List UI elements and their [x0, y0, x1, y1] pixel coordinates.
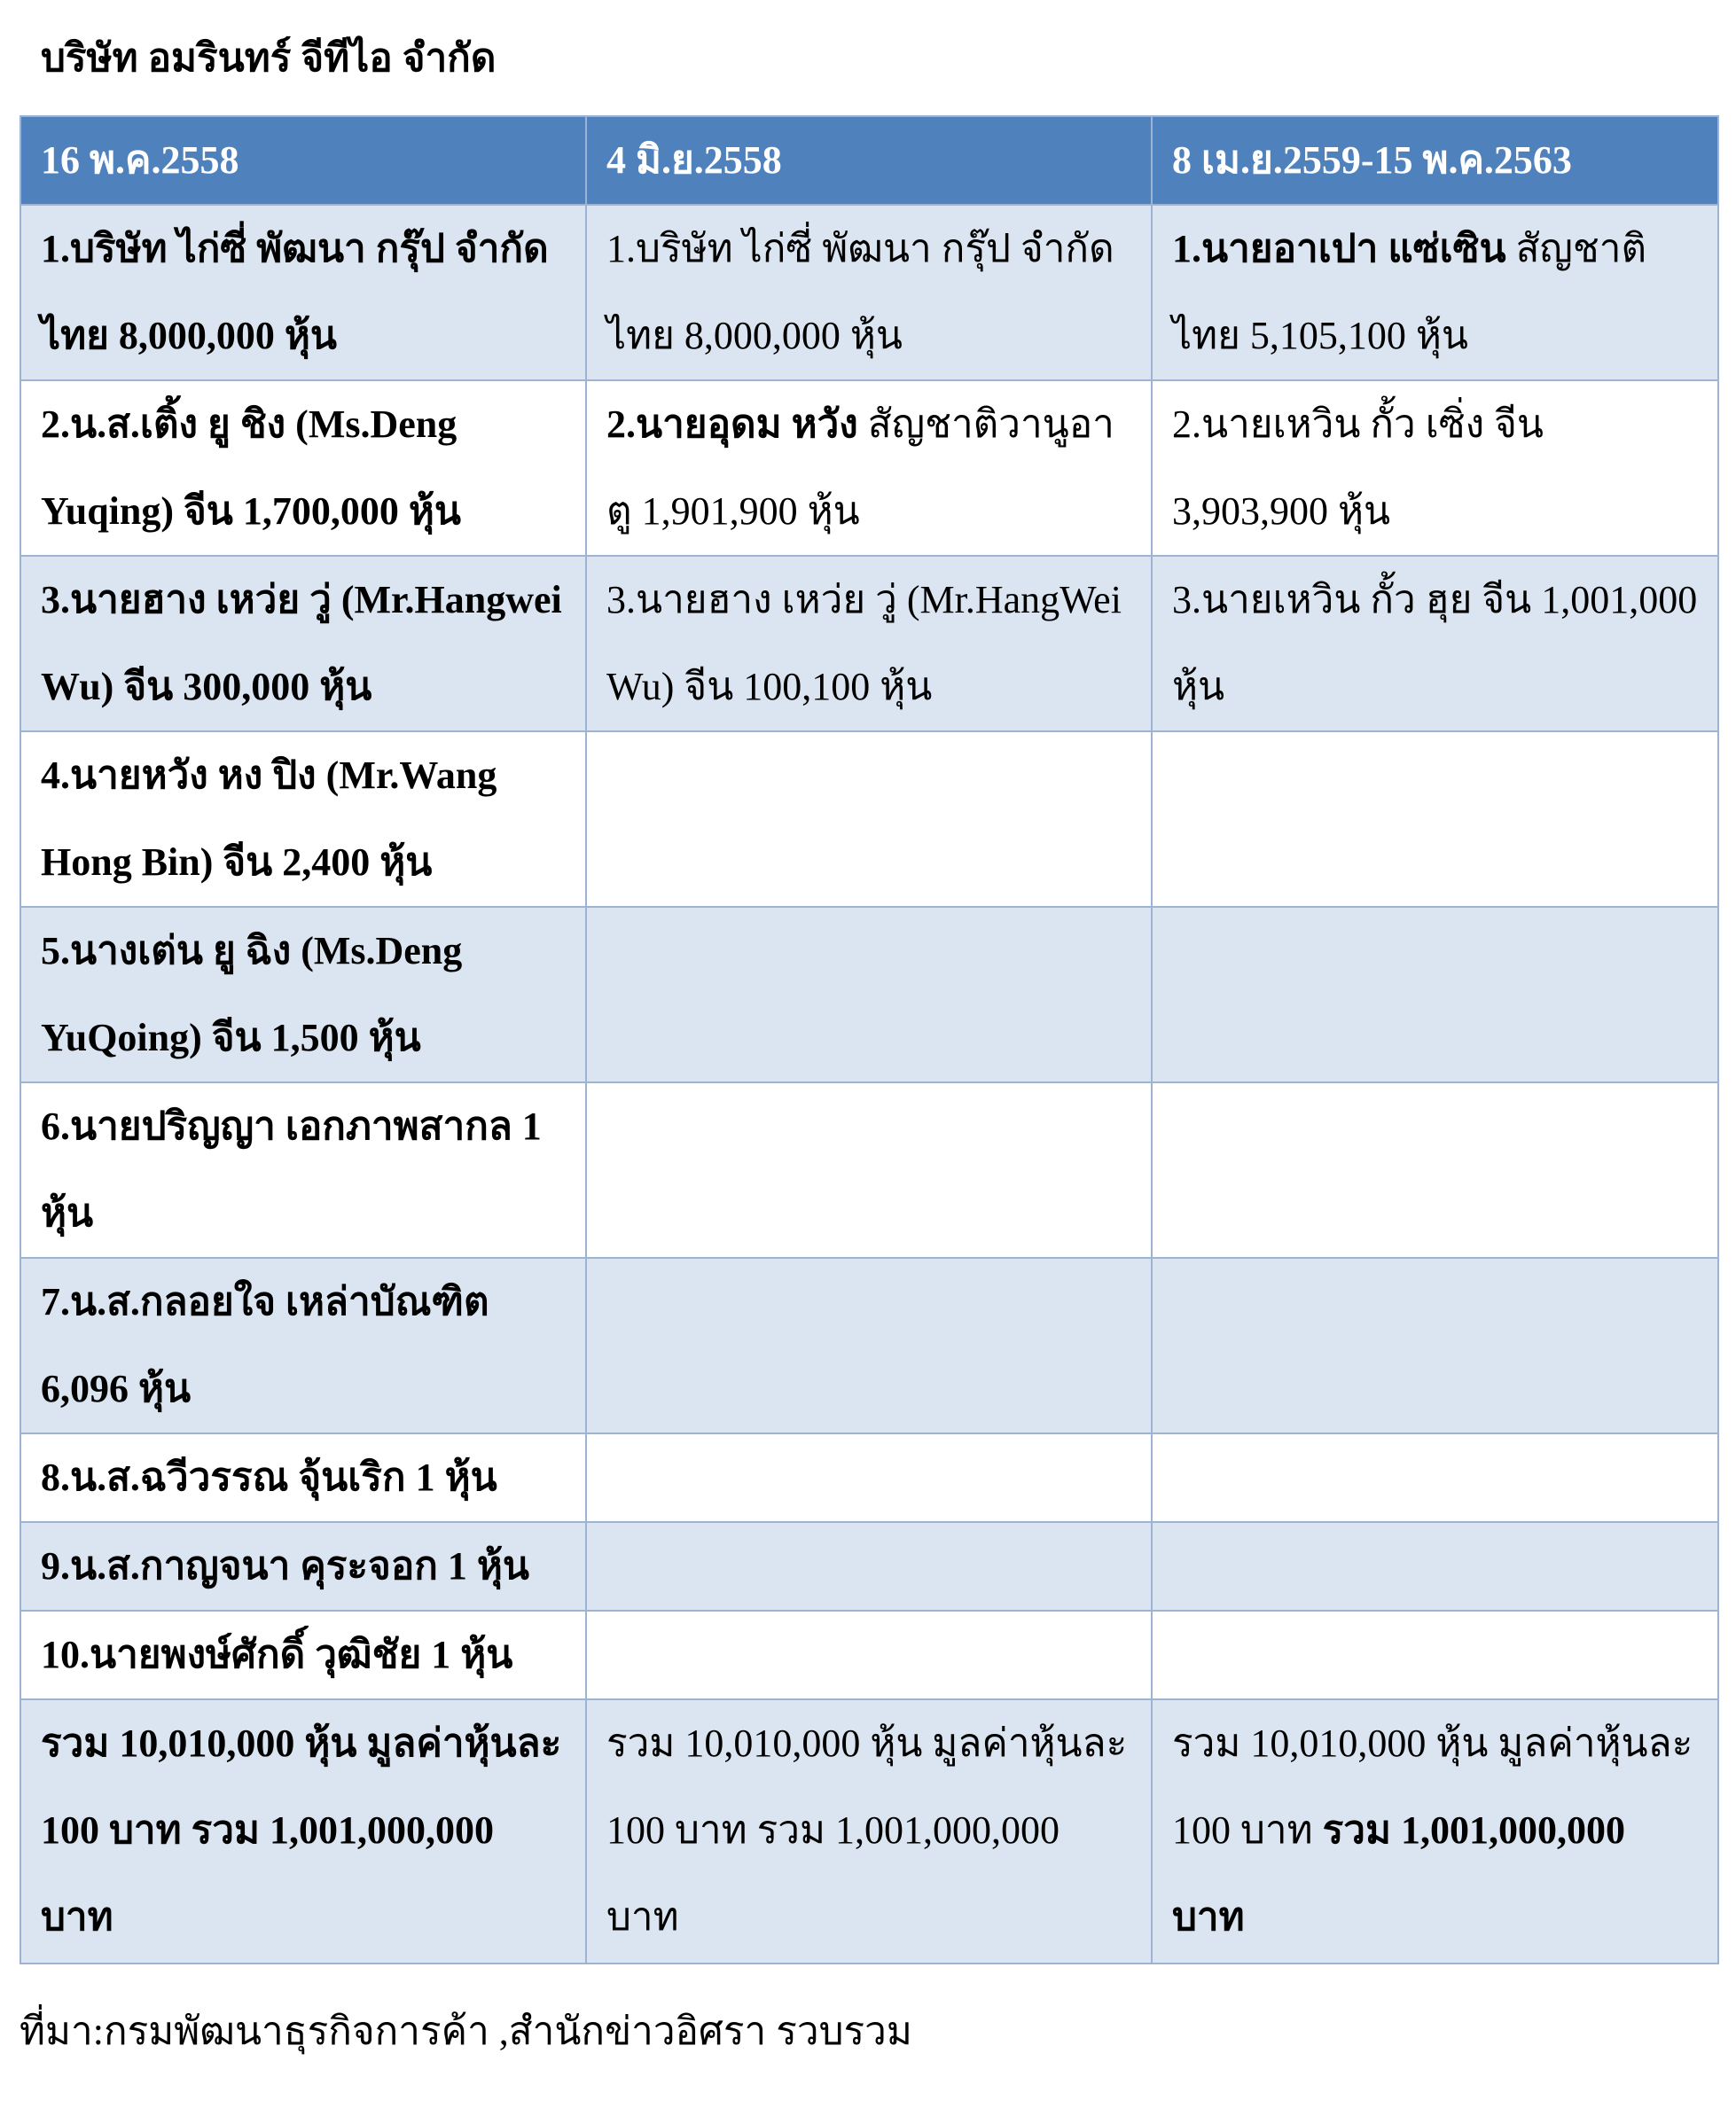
shareholder-table	[20, 115, 1719, 1964]
cell-col1: 8.น.ส.ฉวีวรรณ จุ้นเริก 1 หุ้น	[20, 1433, 586, 1522]
cell-col1: รวม 10,010,000 หุ้น มูลค่าหุ้นละ 100 บาท รวม 1,001,000,000 บาท	[20, 1699, 586, 1964]
cell-col1: 6.นายปริญญา เอกภาพสากล 1 หุ้น	[20, 1082, 586, 1258]
shareholder-table-wrapper	[20, 115, 1717, 1964]
cell-col2	[586, 907, 1152, 1082]
cell-col3	[1152, 205, 1718, 380]
table-row	[20, 556, 1718, 731]
table-row	[20, 1522, 1718, 1611]
cell-col2	[586, 1433, 1152, 1522]
cell-col3	[1152, 731, 1718, 907]
cell-col1: 1.บริษัท ไก่ซี่ พัฒนา กรุ๊ป จำกัด ไทย 8,000,000 หุ้น	[20, 205, 586, 380]
cell-col1: 9.น.ส.กาญจนา คุระจอก 1 หุ้น	[20, 1522, 586, 1611]
table-row	[20, 380, 1718, 556]
table-row	[20, 1433, 1718, 1522]
cell-col3	[1152, 1258, 1718, 1433]
table-row	[20, 731, 1718, 907]
cell-col3: 2.นายเหวิน กั้ว เซิ่ง จีน 3,903,900 หุ้น	[1152, 380, 1718, 556]
page-title: บริษัท อมรินทร์ จีทีไอ จำกัด	[41, 36, 497, 80]
cell-col1: 5.นางเต่น ยู ฉิง (Ms.Deng YuQoing) จีน 1,500 หุ้น	[20, 907, 586, 1082]
cell-col2	[586, 731, 1152, 907]
table-row	[20, 205, 1718, 380]
header-date-2: 4 มิ.ย.2558	[586, 116, 1152, 205]
cell-text: สัญชาติวานูอาตู 1,901,900 หุ้น	[606, 402, 1114, 533]
cell-col3	[1152, 1522, 1718, 1611]
table-row	[20, 907, 1718, 1082]
cell-bold-text: 2.นายอุดม หวัง	[606, 402, 858, 446]
cell-col3	[1152, 1082, 1718, 1258]
cell-col1: 7.น.ส.กลอยใจ เหล่าบัณฑิต 6,096 หุ้น	[20, 1258, 586, 1433]
cell-col3	[1152, 1611, 1718, 1699]
table-row	[20, 1611, 1718, 1699]
cell-col2: 1.บริษัท ไก่ซี่ พัฒนา กรุ๊ป จำกัด ไทย 8,000,000 หุ้น	[586, 205, 1152, 380]
header-date-3: 8 เม.ย.2559-15 พ.ค.2563	[1152, 116, 1718, 205]
header-date-1: 16 พ.ค.2558	[20, 116, 586, 205]
cell-col2	[586, 1082, 1152, 1258]
source-note: ที่มา:กรมพัฒนาธุรกิจการค้า ,สำนักข่าวอิศรา รวบรวม	[20, 2010, 912, 2053]
cell-col1: 4.นายหวัง หง ปิง (Mr.Wang Hong Bin) จีน 2,400 หุ้น	[20, 731, 586, 907]
cell-text: สัญชาติไทย 5,105,100 หุ้น	[1172, 227, 1647, 357]
cell-col3	[1152, 1699, 1718, 1964]
cell-col2	[586, 1611, 1152, 1699]
cell-col2: 3.นายฮาง เหว่ย วู่ (Mr.HangWei Wu) จีน 100,100 หุ้น	[586, 556, 1152, 731]
cell-bold-text: รวม 1,001,000,000 บาท	[1172, 1808, 1625, 1939]
cell-text: รวม 10,010,000 หุ้น มูลค่าหุ้นละ 100 บาท	[1172, 1722, 1693, 1852]
cell-col2	[586, 1522, 1152, 1611]
table-row-total	[20, 1699, 1718, 1964]
cell-col1: 2.น.ส.เติ้ง ยู ชิง (Ms.Deng Yuqing) จีน 1,700,000 หุ้น	[20, 380, 586, 556]
cell-bold-text: 1.นายอาเปา แซ่เซิน	[1172, 227, 1506, 270]
cell-col1: 3.นายฮาง เหว่ย วู่ (Mr.Hangwei Wu) จีน 300,000 หุ้น	[20, 556, 586, 731]
cell-col3	[1152, 1433, 1718, 1522]
cell-col3	[1152, 907, 1718, 1082]
cell-col3: 3.นายเหวิน กั้ว ฮุย จีน 1,001,000 หุ้น	[1152, 556, 1718, 731]
table-row	[20, 1258, 1718, 1433]
table-header-row	[20, 116, 1718, 205]
cell-col2	[586, 380, 1152, 556]
table-row	[20, 1082, 1718, 1258]
cell-col1: 10.นายพงษ์ศักดิ์ วุฒิชัย 1 หุ้น	[20, 1611, 586, 1699]
cell-col2: รวม 10,010,000 หุ้น มูลค่าหุ้นละ 100 บาท รวม 1,001,000,000 บาท	[586, 1699, 1152, 1964]
cell-col2	[586, 1258, 1152, 1433]
